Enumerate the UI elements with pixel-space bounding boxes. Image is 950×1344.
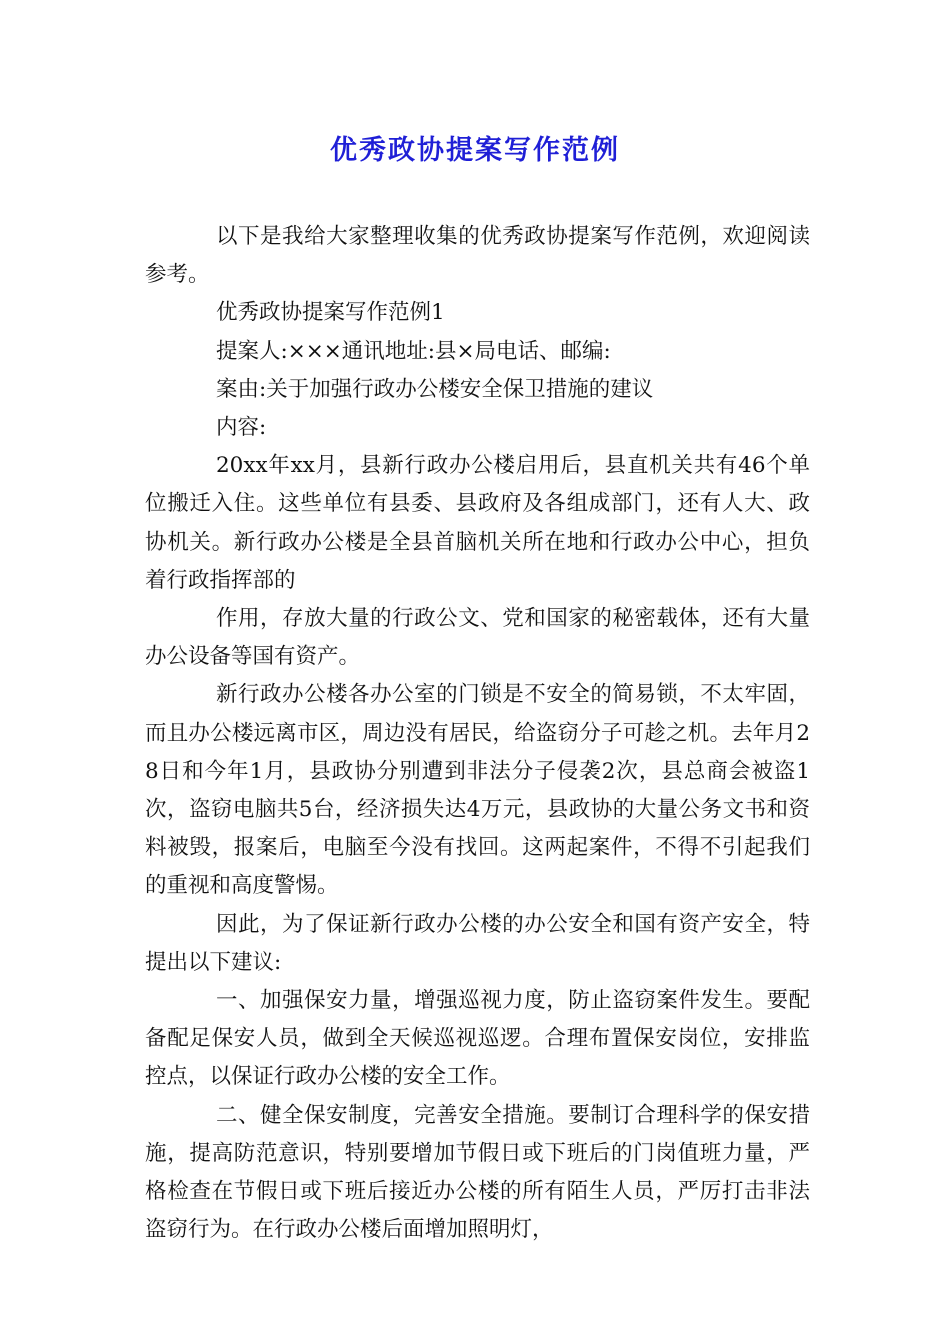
paragraph-intro: 以下是我给大家整理收集的优秀政协提案写作范例，欢迎阅读参考。 bbox=[145, 224, 810, 288]
paragraph-example-heading: 优秀政协提案写作范例1 bbox=[216, 300, 445, 326]
document-title: 优秀政协提案写作范例 bbox=[330, 135, 620, 166]
paragraph-suggestion-1: 一、加强保安力量，增强巡视力度，防止盗窃案件发生。要配备配足保安人员，做到全天候巡视巡逻。合理布置保安岗位，安排监控点，以保证行政办公楼的安全工作。 bbox=[145, 988, 810, 1090]
document-body bbox=[145, 218, 810, 1249]
paragraph-proposer: 提案人:×××通讯地址:县×局电话、邮编: bbox=[216, 338, 611, 364]
paragraph-function: 作用，存放大量的行政公文、党和国家的秘密载体，还有大量办公设备等国有资产。 bbox=[145, 606, 810, 670]
paragraph-content-label: 内容: bbox=[216, 415, 267, 441]
paragraph-proposal-intro: 因此，为了保证新行政办公楼的办公安全和国有资产安全，特提出以下建议: bbox=[145, 911, 810, 975]
paragraph-background: 20xx年xx月，县新行政办公楼启用后，县直机关共有46个单位搬迁入住。这些单位有县委、县政府及各组成部门，还有人大、政协机关。新行政办公楼是全县首脑机关所在地和行政办公中心，担负着行政指挥部的 bbox=[145, 453, 810, 593]
paragraph-suggestion-2: 二、健全保安制度，完善安全措施。要制订合理科学的保安措施，提高防范意识，特别要增加节假日或下班后的门岗值班力量，严格检查在节假日或下班后接近办公楼的所有陌生人员，严厉打击非法盗窃行为。在行政办公楼后面增加照明灯， bbox=[145, 1102, 810, 1243]
paragraph-incidents: 新行政办公楼各办公室的门锁是不安全的简易锁，不太牢固，而且办公楼远离市区，周边没有居民，给盗窃分子可趁之机。去年月28日和今年1月，县政协分别遭到非法分子侵袭2次，县总商会被盗1次，盗窃电脑共5台，经济损失达4万元，县政协的大量公务文书和资料被毁，报案后，电脑至今没有找回。这两起案件，不得不引起我们的重视和高度警惕。 bbox=[145, 682, 810, 899]
paragraph-case-reason: 案由:关于加强行政办公楼安全保卫措施的建议 bbox=[216, 376, 654, 402]
